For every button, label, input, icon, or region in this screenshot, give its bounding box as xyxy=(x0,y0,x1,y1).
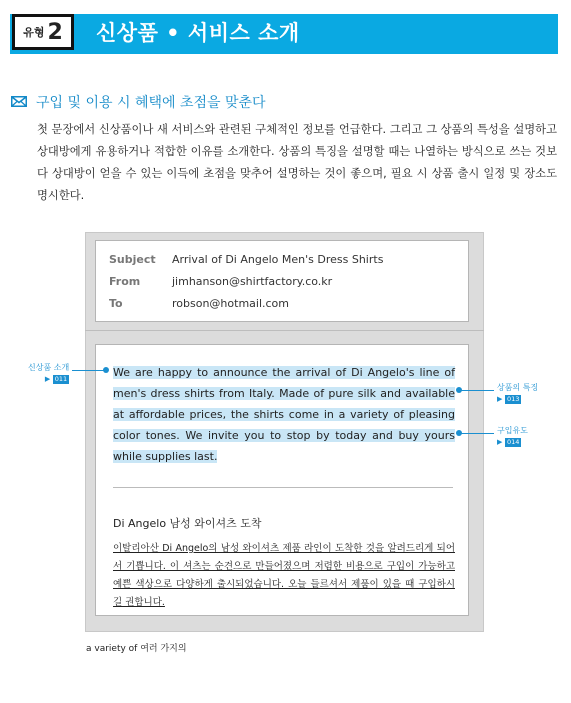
annotation-dot xyxy=(103,367,109,373)
section-title: 구입 및 이용 시 혜택에 초점을 맞춘다 xyxy=(36,95,266,111)
annotation-new-product xyxy=(28,362,69,384)
divider xyxy=(85,330,484,331)
email-header xyxy=(95,240,469,322)
triangle-icon: ▶ xyxy=(497,438,503,446)
email-body-box xyxy=(95,344,469,616)
type-tag xyxy=(12,14,74,50)
annotation-leader xyxy=(460,390,494,391)
annotation-badge: 011 xyxy=(54,375,68,383)
footnote: a variety of 여러 가지의 xyxy=(86,644,187,654)
email-body-text: We are happy to announce the arrival of Di Angelo's line of men's dress shirts from Italy. Made of pure silk and available at affordable prices, the shirts come in a variety of pleasing color tones. We invite you to stop by today and buy yours while supplies last. xyxy=(113,366,455,463)
to-value: robson@hotmail.com xyxy=(172,297,289,310)
type-number: 2 xyxy=(47,19,63,45)
body-divider xyxy=(113,487,453,488)
section-body: 첫 문장에서 신상품이나 새 서비스와 관련된 구체적인 정보를 언급한다. 그리고 그 상품의 특성을 설명하고 상대방에게 유용하거나 적합한 이유를 소개한다. 상품의 특징을 설명할 때는 나열하는 방식으로 쓰는 것보다 상대방이 얻을 수 있는 이득에 초점을 맞추어 설명하는 것이 좋으며, 필요 시 상품 출시 일정 및 장소도 명시한다. xyxy=(37,123,557,202)
subject-label: Subject xyxy=(109,253,156,266)
translation-title: Di Angelo 남성 와이셔츠 도착 xyxy=(113,517,262,530)
translation-body: 이탈리아산 Di Angelo의 남성 와이셔츠 제품 라인이 도착한 것을 알려드리게 되어서 기쁩니다. 이 셔츠는 순견으로 만들어졌으며 저렴한 비용으로 구입이 가능하고 예쁜 색상으로 다양하게 출시되었습니다. 오늘 들르셔서 제품이 있을 때 구입하시길 권합니다. xyxy=(113,543,455,608)
to-label: To xyxy=(109,297,123,310)
from-label: From xyxy=(109,275,141,288)
envelope-icon xyxy=(11,96,27,107)
triangle-icon: ▶ xyxy=(497,395,503,403)
annotation-label: 신상품 소개 xyxy=(28,363,70,372)
annotation-badge: 014 xyxy=(506,438,520,446)
from-value: jimhanson@shirtfactory.co.kr xyxy=(172,275,333,288)
annotation-label: 상품의 특징 xyxy=(497,383,539,392)
email-body xyxy=(113,362,455,467)
page-title: 신상품 • 서비스 소개 xyxy=(96,21,300,45)
annotation-leader xyxy=(72,370,106,371)
annotation-label: 구입유도 xyxy=(497,426,528,435)
annotation-purchase xyxy=(497,425,528,447)
annotation-leader xyxy=(460,433,494,434)
subject-value: Arrival of Di Angelo Men's Dress Shirts xyxy=(172,253,384,266)
triangle-icon: ▶ xyxy=(44,375,51,383)
annotation-badge: 013 xyxy=(506,395,520,403)
type-label: 유형 xyxy=(23,26,45,39)
annotation-features xyxy=(497,382,538,404)
